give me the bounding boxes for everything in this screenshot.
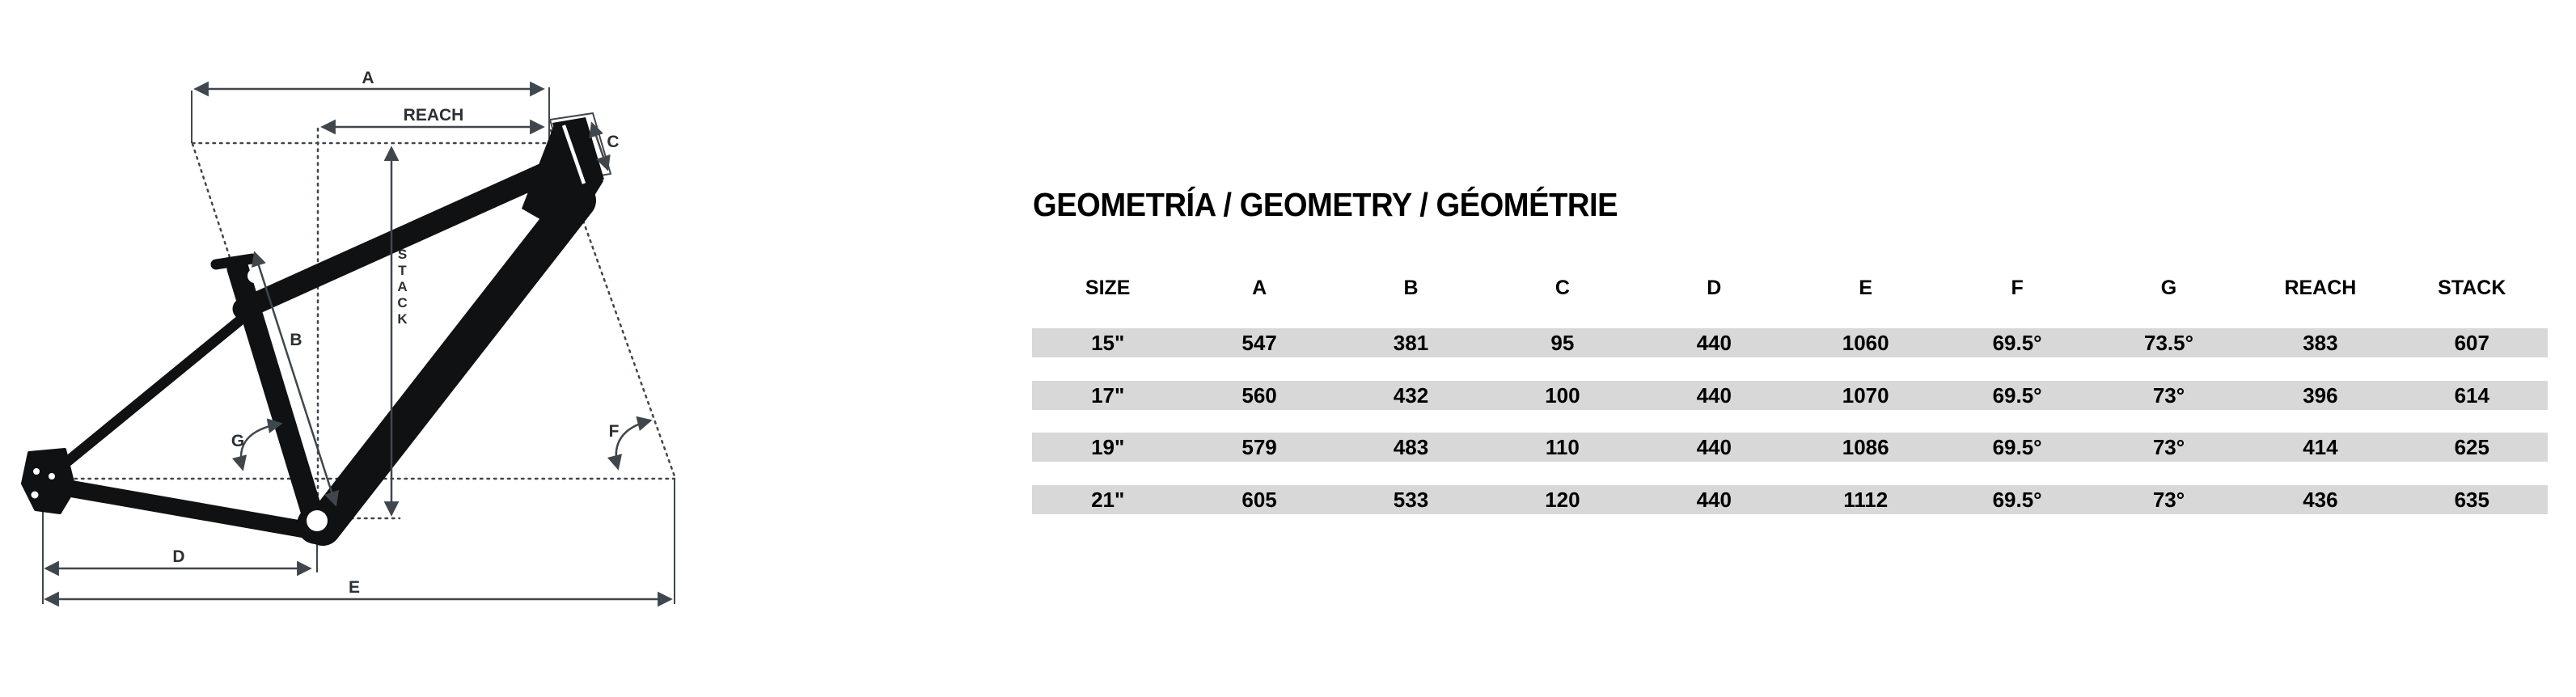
label-reach: REACH: [403, 106, 464, 125]
table-cell: 17": [1091, 382, 1125, 408]
table-row: [1032, 381, 2548, 410]
table-cell: 483: [1393, 435, 1429, 459]
table-cell: 560: [1241, 382, 1277, 408]
seat-stay: [53, 316, 245, 473]
page-title: GEOMETRÍA / GEOMETRY / GÉOMÉTRIE: [1033, 186, 1618, 223]
table-cell: 383: [2303, 331, 2338, 355]
table-cell: 635: [2454, 487, 2489, 512]
label-b: B: [290, 331, 302, 349]
table-header-cell: E: [1859, 277, 1873, 299]
table-cell: 95: [1550, 331, 1575, 355]
table-cell: 440: [1696, 331, 1732, 355]
table-cell: 533: [1393, 487, 1429, 512]
table-cell: 1060: [1842, 331, 1889, 355]
label-a: A: [362, 69, 374, 87]
table-cell: 21": [1091, 487, 1125, 512]
dropout-hole-2: [49, 473, 55, 479]
table-cell: 436: [2303, 487, 2338, 512]
table-cell: 579: [1241, 435, 1277, 459]
label-f: F: [608, 422, 620, 441]
table-header-cell: SIZE: [1085, 277, 1131, 299]
table-cell: 440: [1696, 487, 1732, 512]
table-header-cell: A: [1252, 277, 1267, 299]
table-cell: 73.5°: [2143, 331, 2193, 355]
table-cell: 1112: [1843, 487, 1889, 512]
table-cell: 1070: [1842, 382, 1889, 408]
table-cell: 100: [1545, 382, 1580, 408]
table-cell: 625: [2454, 435, 2489, 459]
table-cell: 120: [1545, 487, 1580, 512]
bb-hole: [307, 510, 328, 531]
table-cell: 73°: [2152, 382, 2185, 408]
table-header-cell: STACK: [2438, 277, 2506, 299]
table-row: [1032, 328, 2548, 357]
table-header-cell: C: [1554, 277, 1570, 299]
table-header-cell: F: [2011, 277, 2024, 299]
table-cell: 110: [1545, 435, 1580, 459]
frame-geometry-svg: [0, 0, 728, 697]
dropout-hole-3: [32, 492, 39, 499]
table-header-cell: REACH: [2284, 277, 2357, 299]
table-cell: 73°: [2152, 435, 2185, 459]
label-c: C: [607, 133, 620, 151]
angle-arc-g: [241, 424, 281, 469]
table-cell: 381: [1393, 331, 1429, 355]
table-cell: 440: [1696, 382, 1732, 408]
rear-dropout: [23, 450, 74, 513]
table-cell: 69.5°: [1992, 487, 2042, 512]
frame-geometry-diagram: [0, 0, 728, 697]
table-cell: 607: [2454, 331, 2489, 355]
table-cell: 614: [2454, 382, 2489, 408]
table-row: [1032, 433, 2548, 462]
label-d: D: [172, 547, 185, 566]
table-cell: 1086: [1842, 435, 1889, 459]
table-header-cell: G: [2160, 277, 2177, 299]
chain-stay: [60, 487, 305, 530]
table-header-row: [1032, 276, 2548, 300]
table-cell: 414: [2303, 435, 2338, 459]
label-g: G: [231, 432, 245, 450]
table-cell: 396: [2303, 382, 2338, 408]
table-cell: 15": [1091, 331, 1125, 355]
table-cell: 69.5°: [1992, 331, 2042, 355]
table-cell: 605: [1241, 487, 1277, 512]
angle-arc-f: [616, 420, 650, 468]
table-cell: 547: [1241, 331, 1277, 355]
table-cell: 69.5°: [1992, 435, 2042, 459]
table-cell: 432: [1393, 382, 1429, 408]
label-stack: STACK: [395, 247, 410, 327]
table-cell: 440: [1696, 435, 1732, 459]
label-e: E: [348, 578, 361, 597]
table-cell: 73°: [2152, 487, 2185, 512]
table-body: [1032, 328, 2548, 537]
table-header-cell: D: [1707, 277, 1722, 299]
table-cell: 19": [1091, 435, 1125, 459]
table-row: [1032, 485, 2548, 514]
table-header-cell: B: [1403, 277, 1419, 299]
geometry-table-panel: [1032, 0, 2548, 697]
table-cell: 69.5°: [1992, 382, 2042, 408]
dropout-hole-1: [33, 468, 40, 475]
seatpost-clamp: [216, 259, 252, 264]
